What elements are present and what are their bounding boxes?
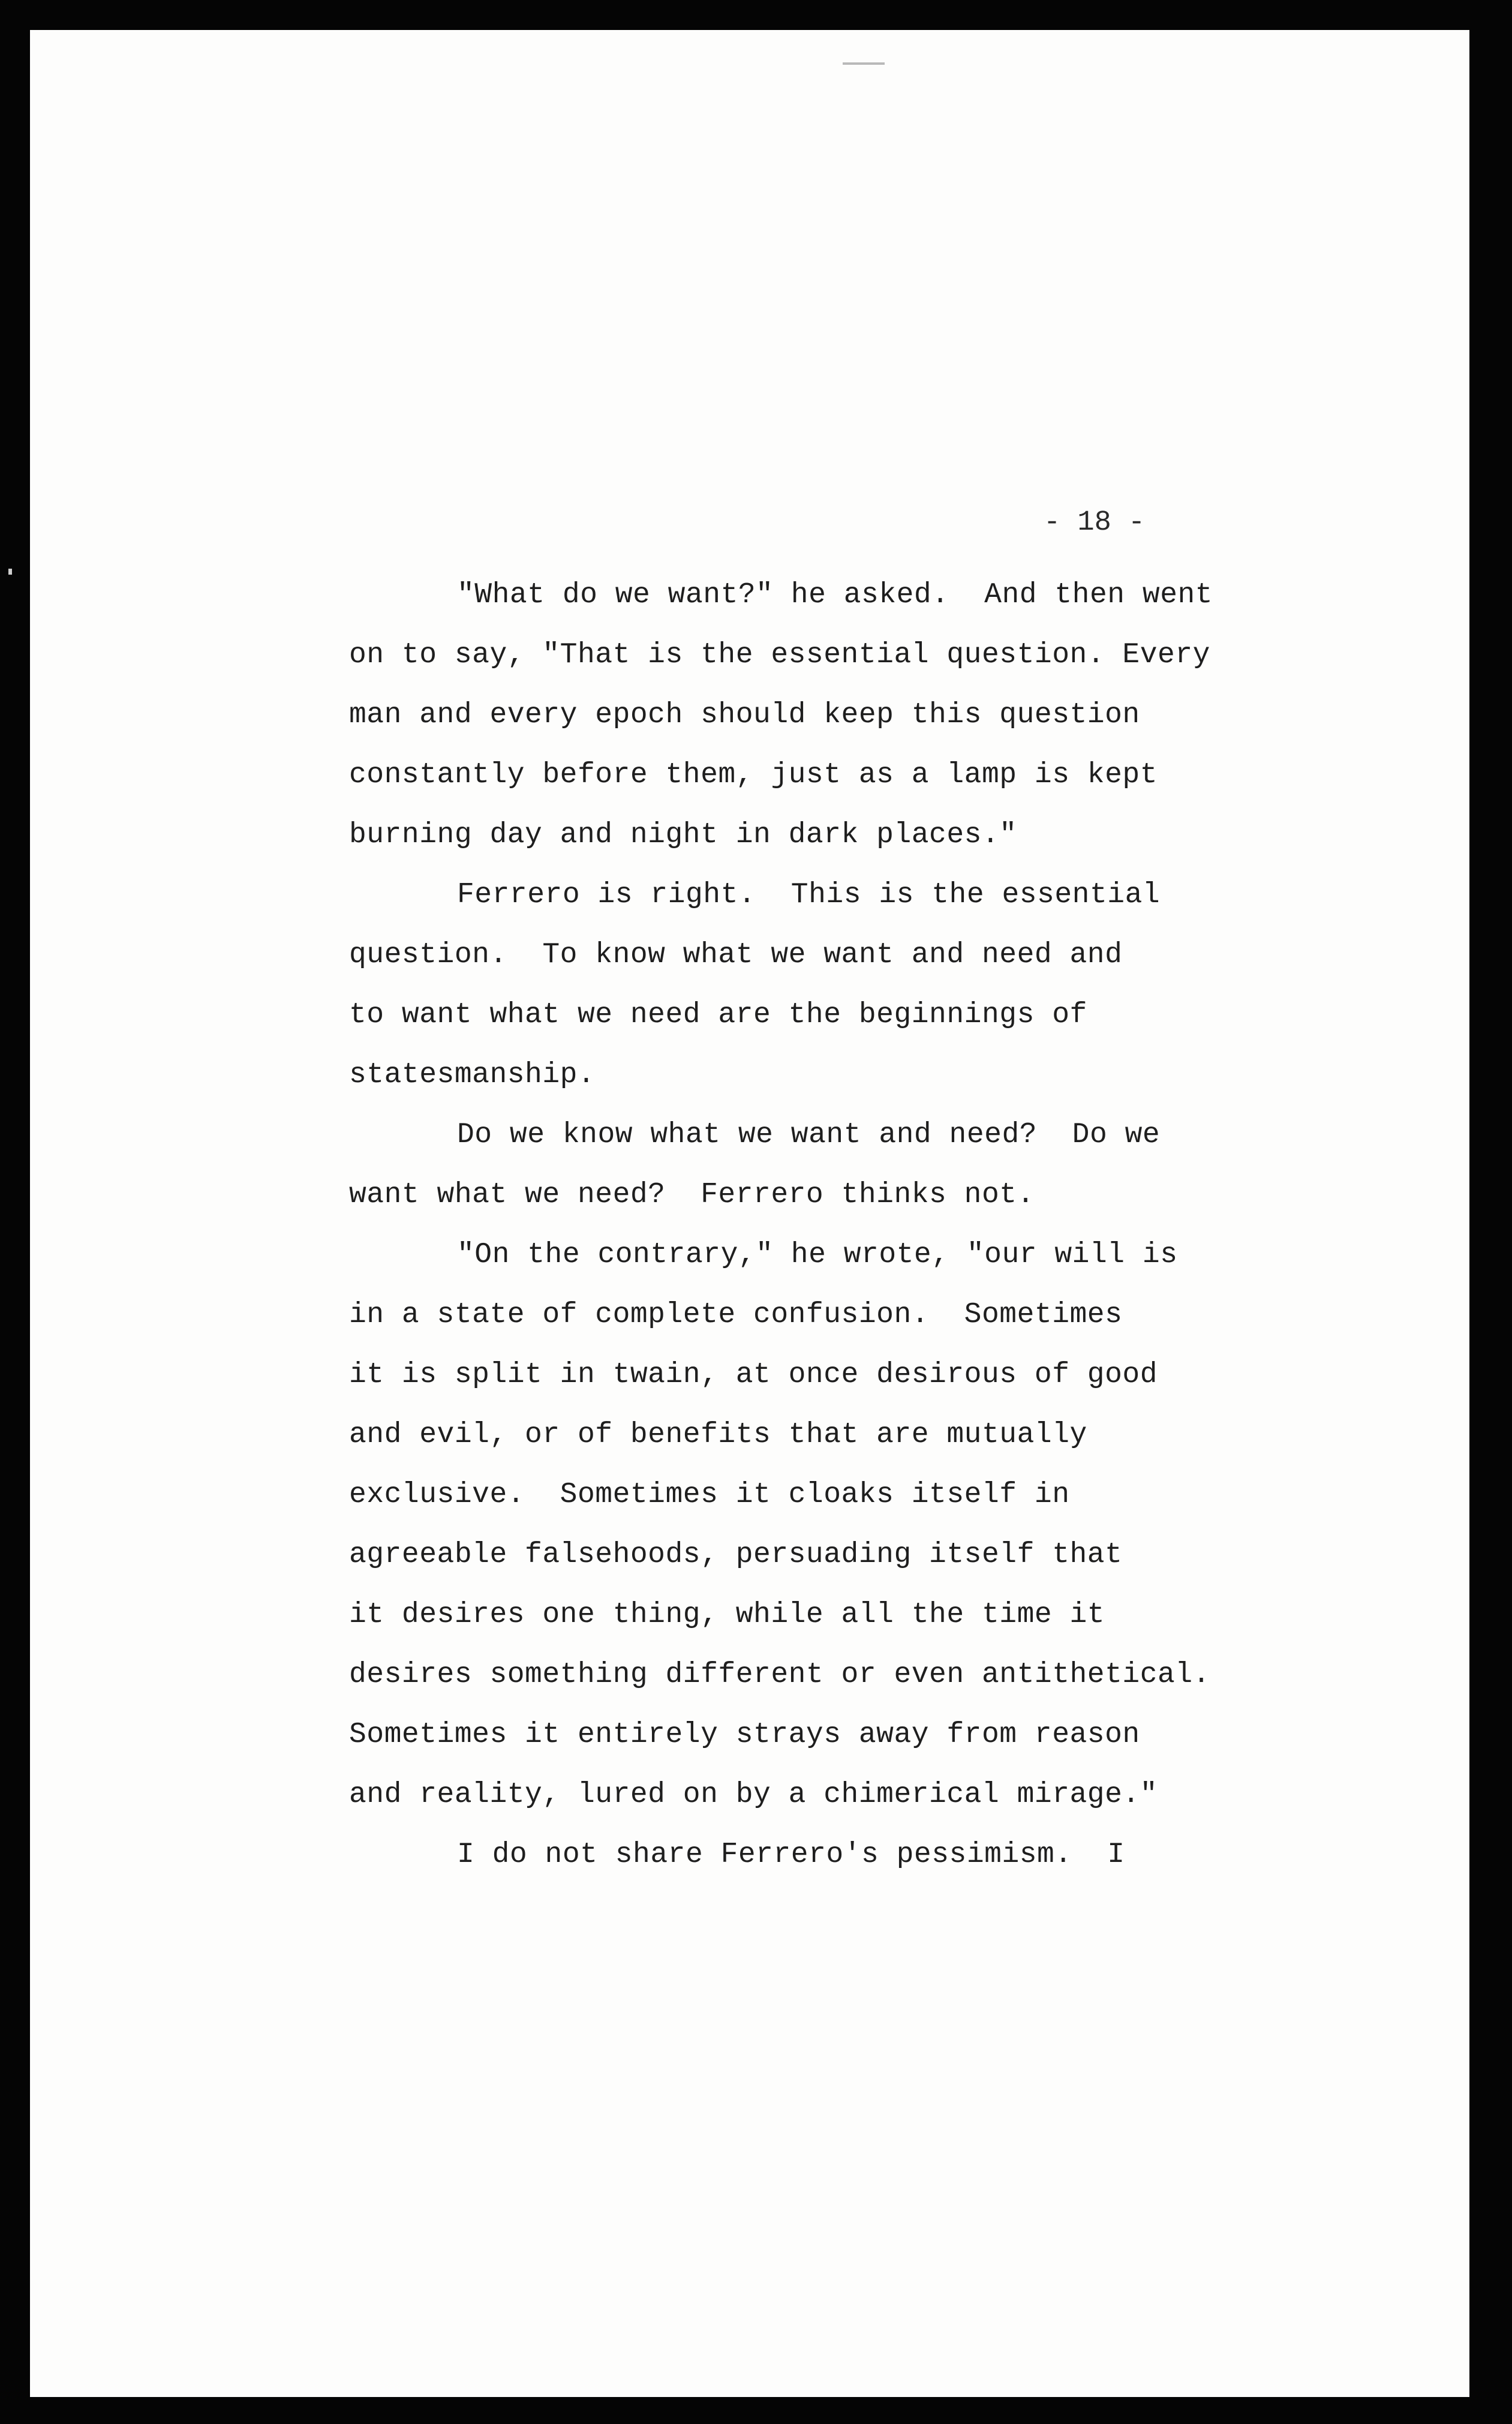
text-line: want what we need? Ferrero thinks not. xyxy=(349,1179,1035,1211)
top-smudge-mark xyxy=(843,62,885,65)
text-line: Sometimes it entirely strays away from reason xyxy=(349,1719,1140,1751)
text-line: desires something different or even antithetical. xyxy=(349,1659,1210,1691)
text-line: on to say, "That is the essential question. Every xyxy=(349,639,1210,671)
text-line: Do we know what we want and need? Do we xyxy=(457,1119,1161,1151)
text-line: man and every epoch should keep this question xyxy=(349,699,1140,731)
text-line: Ferrero is right. This is the essential xyxy=(457,879,1161,911)
text-line: it desires one thing, while all the time it xyxy=(349,1599,1105,1631)
text-line: in a state of complete confusion. Sometimes xyxy=(349,1299,1123,1331)
scan-edge-speck xyxy=(8,569,12,575)
text-line: question. To know what we want and need and xyxy=(349,939,1123,971)
text-line: statesmanship. xyxy=(349,1059,596,1091)
text-line: "On the contrary," he wrote, "our will is xyxy=(457,1239,1178,1271)
text-line: and evil, or of benefits that are mutually xyxy=(349,1419,1087,1451)
text-line: "What do we want?" he asked. And then went xyxy=(457,579,1213,611)
text-line: burning day and night in dark places." xyxy=(349,819,1017,851)
text-line: and reality, lured on by a chimerical mirage." xyxy=(349,1779,1158,1811)
text-line: I do not share Ferrero's pessimism. I xyxy=(457,1839,1125,1871)
page-number: - 18 - xyxy=(1044,507,1146,539)
text-line: agreeable falsehoods, persuading itself that xyxy=(349,1539,1123,1571)
text-line: it is split in twain, at once desirous of good xyxy=(349,1359,1158,1391)
body-text xyxy=(349,565,1285,1885)
text-line: to want what we need are the beginnings of xyxy=(349,999,1087,1031)
text-line: constantly before them, just as a lamp is kept xyxy=(349,759,1158,791)
typewritten-sheet xyxy=(30,30,1469,2397)
text-line: exclusive. Sometimes it cloaks itself in xyxy=(349,1479,1070,1511)
